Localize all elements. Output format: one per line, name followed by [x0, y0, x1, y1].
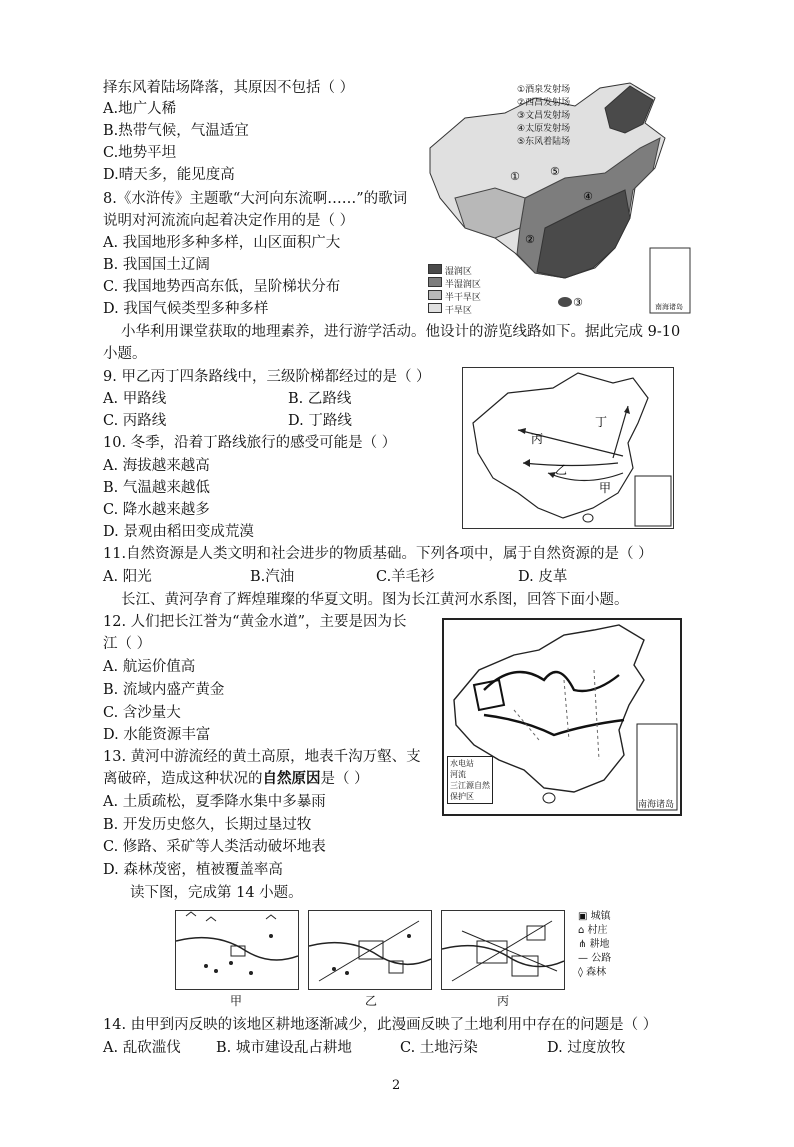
page-number: 2 — [392, 1078, 401, 1093]
q8-option-a[interactable]: A. 我国地形多种多样，山区面积广大 — [103, 235, 341, 251]
marker-4: ④ — [583, 190, 593, 203]
q9-option-b[interactable]: B. 乙路线 — [288, 391, 352, 407]
q13-option-b[interactable]: B. 开发历史悠久，长期过垦过牧 — [103, 817, 312, 833]
q11-option-b[interactable]: B.汽油 — [250, 569, 295, 585]
q9-stem: 9. 甲乙丙丁四条路线中，三级阶梯都经过的是（ ） — [103, 369, 431, 385]
intro-12: 长江、黄河孕育了辉煌璀璨的华夏文明。图为长江黄河水系图，回答下面小题。 — [121, 592, 629, 608]
route-label: 乙 — [555, 463, 568, 477]
q9-option-a[interactable]: A. 甲路线 — [103, 391, 167, 407]
panel-caption: 乙 — [365, 994, 378, 1008]
q7-option-d[interactable]: D.晴天多，能见度高 — [103, 167, 235, 183]
inset-label: 南海诸岛 — [638, 800, 675, 810]
rivers-map-legend — [447, 756, 493, 804]
q7-option-b[interactable]: B.热带气候，气温适宜 — [103, 123, 249, 139]
panel-jia-figure — [176, 911, 298, 989]
legend-zone: 半湿润区 — [444, 280, 481, 290]
q13-option-d[interactable]: D. 森林茂密，植被覆盖率高 — [103, 862, 283, 878]
q8-stem-2: 说明对河流流向起着决定作用的是（ ） — [103, 213, 355, 229]
zone-legend — [428, 264, 481, 316]
rivers-map — [442, 618, 682, 816]
q13-option-a[interactable]: A. 土质疏松，夏季降水集中多暴雨 — [103, 794, 326, 810]
panel-bing — [441, 910, 565, 990]
marker-2: ② — [525, 233, 535, 246]
q14-stem: 14. 由甲到丙反映的该地区耕地逐渐减少，此漫画反映了土地利用中存在的问题是（ ） — [103, 1017, 658, 1033]
q8-option-b[interactable]: B. 我国国土辽阔 — [103, 257, 210, 273]
legend-item: 森林 — [586, 967, 607, 978]
q12-stem-2: 江（ ） — [103, 636, 152, 652]
q7-option-a[interactable]: A.地广人稀 — [103, 101, 177, 117]
route-map — [462, 367, 674, 529]
panel-caption: 丙 — [497, 994, 510, 1008]
intro-9-10-line-1: 小华利用课堂获取的地理素养，进行游学活动。他设计的游览线路如下。据此完成 9-10 — [121, 324, 681, 340]
panels-legend: ▣ 城镇 ⌂ 村庄 ⋔ 耕地 — 公路 ◊ 森林 — [578, 911, 612, 978]
legend-zone: 湿润区 — [444, 267, 472, 277]
legend-item: 城镇 — [590, 911, 611, 922]
panel-jia — [175, 910, 299, 990]
q12-option-a[interactable]: A. 航运价值高 — [103, 659, 196, 675]
legend-item: 三江源自然保护区 — [450, 781, 490, 801]
route-label: 丁 — [595, 415, 608, 429]
legend-zone: 干旱区 — [444, 306, 472, 316]
q11-option-c[interactable]: C.羊毛衫 — [376, 569, 435, 585]
q11-stem: 11.自然资源是人类文明和社会进步的物质基础。下列各项中，属于自然资源的是（ ） — [103, 546, 653, 562]
intro-9-10-line-2: 小题。 — [103, 346, 147, 362]
q13-stem-1: 13. 黄河中游流经的黄土高原，地表千沟万壑、支 — [103, 749, 421, 765]
q12-option-d[interactable]: D. 水能资源丰富 — [103, 727, 211, 743]
q9-option-d[interactable]: D. 丁路线 — [288, 413, 352, 429]
legend-item: 村庄 — [587, 925, 608, 936]
panel-caption: 甲 — [230, 994, 243, 1008]
legend-site: ⑤东风着陆场 — [517, 137, 571, 147]
legend-site: ③文昌发射场 — [517, 111, 571, 121]
q10-option-b[interactable]: B. 气温越来越低 — [103, 480, 210, 496]
q10-stem: 10. 冬季，沿着丁路线旅行的感受可能是（ ） — [103, 435, 397, 451]
marker-1: ① — [510, 170, 520, 183]
china-humidity-map — [425, 78, 693, 318]
q11-option-d[interactable]: D. 皮革 — [518, 569, 568, 585]
q13-emphasis: 自然原因 — [262, 770, 321, 787]
marker-5: ⑤ — [550, 165, 560, 178]
route-map-figure — [463, 368, 673, 528]
q8-option-c[interactable]: C. 我国地势西高东低，呈阶梯状分布 — [103, 279, 341, 295]
legend-site: ④太原发射场 — [517, 124, 571, 134]
q14-option-b[interactable]: B. 城市建设乱占耕地 — [216, 1040, 352, 1056]
legend-site: ②西昌发射场 — [517, 98, 571, 108]
q14-option-d[interactable]: D. 过度放牧 — [547, 1040, 626, 1056]
q12-stem-1: 12. 人们把长江誉为“黄金水道”，主要是因为长 — [103, 614, 407, 630]
panel-bing-figure — [442, 911, 564, 989]
q14-option-a[interactable]: A. 乱砍滥伐 — [103, 1040, 181, 1056]
intro-14: 读下图，完成第 14 小题。 — [130, 885, 303, 901]
route-label: 丙 — [531, 432, 544, 446]
q10-option-a[interactable]: A. 海拔越来越高 — [103, 458, 210, 474]
q8-stem-1: 8.《水浒传》主题歌“大河向东流啊……”的歌词 — [103, 191, 408, 207]
launch-site-legend — [517, 82, 570, 147]
q7-stem: 择东风着陆场降落，其原因不包括（ ） — [103, 80, 355, 96]
legend-zone: 半干旱区 — [444, 293, 481, 303]
q14-option-c[interactable]: C. 土地污染 — [400, 1040, 478, 1056]
q12-option-c[interactable]: C. 含沙量大 — [103, 705, 181, 721]
q8-option-d[interactable]: D. 我国气候类型多种多样 — [103, 301, 269, 317]
route-label: 甲 — [599, 481, 612, 495]
q13-option-c[interactable]: C. 修路、采矿等人类活动破坏地表 — [103, 839, 326, 855]
legend-item: 水电站 — [450, 759, 474, 768]
q11-option-a[interactable]: A. 阳光 — [103, 569, 152, 585]
q10-option-c[interactable]: C. 降水越来越多 — [103, 502, 210, 518]
panel-yi — [308, 910, 432, 990]
legend-item: 公路 — [591, 953, 612, 964]
q7-option-c[interactable]: C.地势平坦 — [103, 145, 177, 161]
legend-site: ①酒泉发射场 — [517, 85, 571, 95]
q12-option-b[interactable]: B. 流域内盛产黄金 — [103, 682, 225, 698]
q10-option-d[interactable]: D. 景观由稻田变成荒漠 — [103, 524, 254, 540]
legend-item: 耕地 — [589, 939, 610, 950]
q9-option-c[interactable]: C. 丙路线 — [103, 413, 167, 429]
inset-label: 南海诸岛 — [655, 303, 683, 311]
marker-3: ③ — [573, 296, 583, 309]
legend-item: 河流 — [450, 770, 466, 779]
panel-yi-figure — [309, 911, 431, 989]
q13-stem-2: 离破碎，造成这种状况的自然原因是（ ） — [103, 770, 369, 787]
